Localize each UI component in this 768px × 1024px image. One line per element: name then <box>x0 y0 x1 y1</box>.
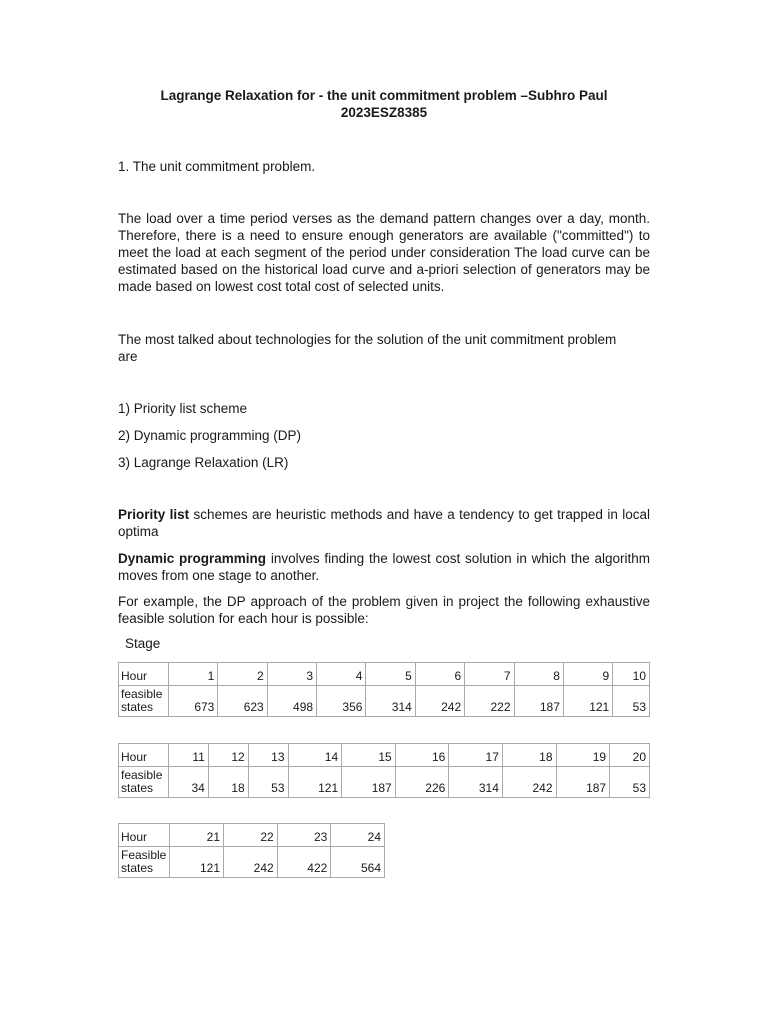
hour-cell: 6 <box>415 663 464 686</box>
hour-cell: 7 <box>465 663 514 686</box>
title-line-2: 2023ESZ8385 <box>340 105 428 120</box>
hour-label: Hour <box>119 744 169 767</box>
feasible-states-row <box>119 686 650 717</box>
technologies-line-2: are <box>118 349 138 364</box>
technologies-paragraph <box>118 331 650 365</box>
hour-cell: 17 <box>449 744 503 767</box>
state-cell: 242 <box>224 847 278 878</box>
state-cell: 226 <box>395 767 449 798</box>
list-item-1: 1) Priority list scheme <box>118 401 248 416</box>
state-cell: 187 <box>556 767 610 798</box>
feasible-states-label: feasible states <box>119 767 169 798</box>
hour-cell: 23 <box>277 824 331 847</box>
hour-label: Hour <box>119 824 170 847</box>
feasible-states-row <box>119 847 385 878</box>
hour-cell: 16 <box>395 744 449 767</box>
hour-cell: 4 <box>317 663 366 686</box>
hour-cell: 11 <box>169 744 209 767</box>
state-cell: 498 <box>267 686 316 717</box>
hour-cell: 3 <box>267 663 316 686</box>
state-cell: 121 <box>563 686 612 717</box>
document-title <box>118 87 650 121</box>
stage-label: Stage <box>125 636 161 651</box>
hour-cell: 22 <box>224 824 278 847</box>
feasible-states-table-2 <box>118 743 650 798</box>
state-cell: 187 <box>342 767 396 798</box>
hour-cell: 14 <box>288 744 342 767</box>
load-paragraph: The load over a time period verses as the demand pattern changes over a day, month. Therefore, there is a need to ensure enough generators are available ("committed") to meet the load at each segment of the period under consideration The load curve can be estimated based on the historical load curve and a-priori selection of generators may be made based on lowest cost total cost of selected units. <box>118 211 650 294</box>
hour-row <box>119 663 650 686</box>
state-cell: 34 <box>169 767 209 798</box>
hour-cell: 20 <box>610 744 650 767</box>
hour-cell: 24 <box>331 824 385 847</box>
example-paragraph: For example, the DP approach of the problem given in project the following exhaustive feasible solution for each hour is possible: <box>118 594 650 626</box>
state-cell: 53 <box>248 767 288 798</box>
state-cell: 222 <box>465 686 514 717</box>
hour-label: Hour <box>119 663 169 686</box>
hour-cell: 19 <box>556 744 610 767</box>
state-cell: 53 <box>610 767 650 798</box>
state-cell: 121 <box>170 847 224 878</box>
state-cell: 242 <box>415 686 464 717</box>
state-cell: 314 <box>449 767 503 798</box>
priority-list-term: Priority list <box>118 507 190 522</box>
list-item-3: 3) Lagrange Relaxation (LR) <box>118 455 289 470</box>
state-cell: 673 <box>169 686 218 717</box>
priority-list-text: schemes are heuristic methods and have a tendency to get trapped in local optima <box>118 507 650 539</box>
state-cell: 121 <box>288 767 342 798</box>
title-line-1: Lagrange Relaxation for - the unit commitment problem –Subhro Paul <box>160 88 608 103</box>
state-cell: 187 <box>514 686 563 717</box>
hour-cell: 9 <box>563 663 612 686</box>
hour-cell: 12 <box>208 744 248 767</box>
hour-row <box>119 824 385 847</box>
state-cell: 53 <box>613 686 650 717</box>
feasible-states-table-1 <box>118 662 650 717</box>
technologies-line-1: The most talked about technologies for the solution of the unit commitment problem <box>118 332 617 347</box>
hour-cell: 2 <box>218 663 267 686</box>
state-cell: 564 <box>331 847 385 878</box>
hour-cell: 10 <box>613 663 650 686</box>
priority-list-paragraph <box>118 506 650 540</box>
dynamic-programming-term: Dynamic programming <box>118 551 267 566</box>
state-cell: 422 <box>277 847 331 878</box>
section-heading-1: 1. The unit commitment problem. <box>118 159 316 174</box>
hour-cell: 1 <box>169 663 218 686</box>
feasible-states-label: Feasible states <box>119 847 170 878</box>
state-cell: 18 <box>208 767 248 798</box>
hour-row <box>119 744 650 767</box>
list-item-2: 2) Dynamic programming (DP) <box>118 428 302 443</box>
feasible-states-label: feasible states <box>119 686 169 717</box>
dynamic-programming-paragraph <box>118 550 650 584</box>
state-cell: 356 <box>317 686 366 717</box>
feasible-states-row <box>119 767 650 798</box>
dynamic-programming-text: involves finding the lowest cost solution in which the algorithm moves from one stage to another. <box>118 551 650 583</box>
hour-cell: 13 <box>248 744 288 767</box>
hour-cell: 8 <box>514 663 563 686</box>
hour-cell: 15 <box>342 744 396 767</box>
hour-cell: 21 <box>170 824 224 847</box>
hour-cell: 5 <box>366 663 415 686</box>
feasible-states-table-3 <box>118 823 385 878</box>
state-cell: 623 <box>218 686 267 717</box>
state-cell: 314 <box>366 686 415 717</box>
hour-cell: 18 <box>502 744 556 767</box>
state-cell: 242 <box>502 767 556 798</box>
